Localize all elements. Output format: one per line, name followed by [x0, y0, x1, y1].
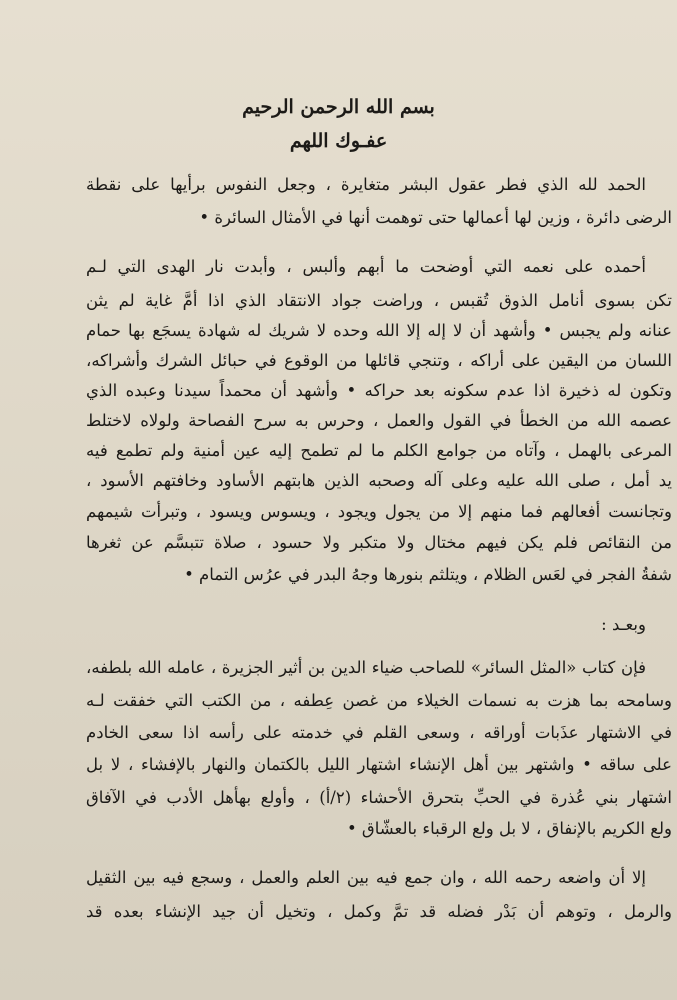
bleed-through-text	[385, 28, 625, 42]
text-line: إلا أن واضعه رحمه الله ، وان جمع فيه بين العلم والعمل ، وسجع فيه بين الثقيل	[86, 868, 646, 887]
section-marker: وبعـد :	[601, 615, 646, 634]
text-line: المرعى بالهمل ، وآتاه من جوامع الكلم ما لم تطمح إليه عين أمنية ولم تطمع فيه	[86, 441, 672, 460]
text-line: وسامحه بما هزت به نسمات الخيلاء من غصن عِطفه ، من الكتب التي خفقت لـه	[86, 691, 672, 710]
text-line: عصمه الله من الخطأ في القول والعمل ، وحرس به سرح الفصاحة ولولاه لاختلط	[86, 411, 672, 430]
text-line: الحمد لله الذي فطر عقول البشر متغايرة ، وجعل النفوس برأيها على نقطة	[86, 175, 646, 194]
text-line: وتكون له ذخيرة اذا عدم سكونه بعد حراكه • وأشهد أن محمداً سيدنا وعبده الذي	[86, 381, 672, 400]
invocation-heading: عفـوك اللهم	[289, 130, 388, 152]
text-line: من النقائص فلم يكن فيهم مختال ولا متكبر ولا حسود ، صلاة تتبسَّم عن ثغرها	[86, 533, 672, 552]
text-line: الرضى دائرة ، وزين لها أعمالها حتى توهمت أنها في الأمثال السائرة •	[199, 208, 672, 227]
text-line: في الاشتهار عذَبات أوراقه ، وسعى القلم في خدمته على رأسه اذا سعى الخادم	[86, 723, 672, 742]
text-line: فإن كتاب «المثل السائر» للصاحب ضياء الدين بن أثير الجزيرة ، عامله الله بلطفه،	[86, 658, 646, 677]
text-line: وتجانست أفعالهم فما منهم إلا من يجول ويجود ، ويسوس ويسود ، وتبرأت شيمهم	[86, 502, 672, 521]
text-line: والرمل ، وتوهم أن بَدْر فضله قد تمَّ وكمل ، وتخيل أن جيد الإنشاء بعده قد	[86, 902, 672, 921]
text-line: عنانه ولم يجبس • وأشهد أن لا إله إلا الله وحده لا شريك له شهادة يسجَع بها حمام	[86, 321, 672, 340]
text-line: تكن بسوى أنامل الذوق تُقبس ، وراضت جواد الانتقاد الذي اذا أمَّ غاية لم يثن	[86, 291, 672, 310]
text-line: اشتهار بني عُذرة في الحبِّ بتحرق الأحشاء (٢/أ) ، وأولع بهأهل الأدب في الآفاق	[86, 788, 672, 807]
text-line: شفةُ الفجر في لعَس الظلام ، ويتلثم بنورها وجهُ البدر في عرُس التمام •	[184, 565, 672, 584]
text-line: أحمده على نعمه التي أوضحت ما أبهم وألبس ، وأبدت نار الهدى التي لـم	[86, 257, 646, 276]
text-line: على ساقه • واشتهر بين أهل الإنشاء اشتهار الليل بالكتمان والنهار بالإفشاء ، لا بل	[86, 755, 672, 774]
text-line: اللسان من اليقين على أراكه ، وتنجي قائلها من الوقوع في حبائل الشرك وأشراكه،	[86, 351, 672, 370]
text-line: ولع الكريم بالإنفاق ، لا بل ولع الرقباء بالعشّاق •	[346, 819, 672, 838]
basmala-heading: بسم الله الرحمن الرحيم	[242, 96, 435, 118]
text-line: يد أمل ، صلى الله عليه وعلى آله وصحبه الذين هابتهم الأساود وخافتهم الأسود ،	[86, 471, 672, 490]
